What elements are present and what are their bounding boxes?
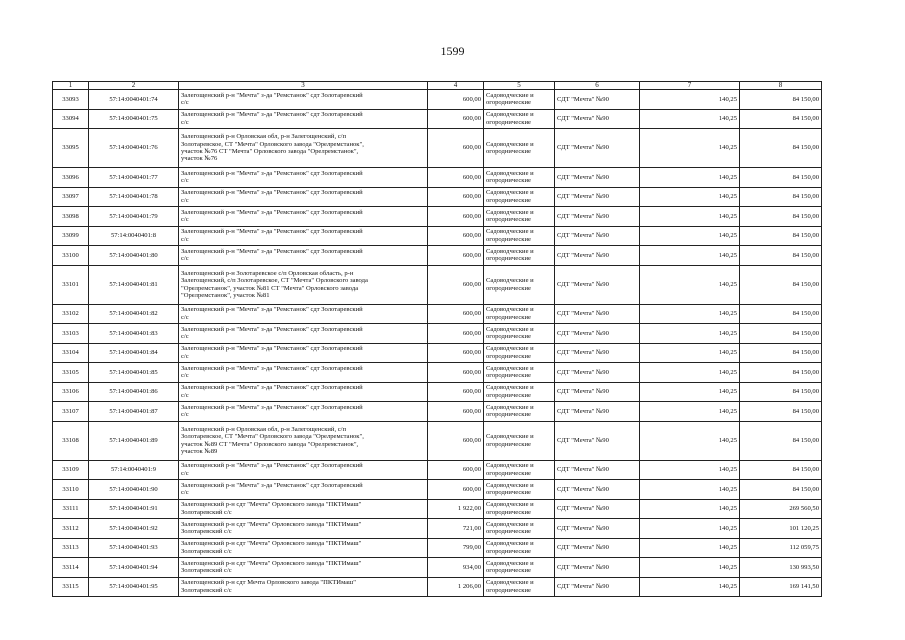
- land-use-cell: Садоводческие и огороднические: [484, 246, 555, 266]
- area-cell: 600,00: [428, 226, 484, 246]
- table-row: [53, 577, 822, 597]
- unit-price-cell: 140,25: [640, 460, 740, 480]
- area-cell: 600,00: [428, 324, 484, 344]
- row-number-cell: 33111: [53, 499, 89, 519]
- owner-cell: СДТ "Мечта" №90: [555, 187, 640, 207]
- unit-price-cell: 140,25: [640, 129, 740, 168]
- column-header: 3: [179, 82, 428, 90]
- land-use-cell: Садоводческие и огороднические: [484, 382, 555, 402]
- table-row: [53, 187, 822, 207]
- unit-price-cell: 140,25: [640, 558, 740, 578]
- cadastral-number-cell: 57:14:0040401:82: [89, 304, 179, 324]
- cadastral-number-cell: 57:14:0040401:81: [89, 265, 179, 304]
- cadastral-number-cell: 57:14:0040401:92: [89, 519, 179, 539]
- land-use-cell: Садоводческие и огороднические: [484, 519, 555, 539]
- total-value-cell: 84 150,00: [740, 480, 822, 500]
- address-cell: Залегощенский р-н сдт "Мечта" Орловского завода "ПКТИмаш" Золотаревский с/с: [179, 519, 428, 539]
- total-value-cell: 130 993,50: [740, 558, 822, 578]
- cadastral-number-cell: 57:14:0040401:83: [89, 324, 179, 344]
- address-cell: Залегощенский р-н "Мечта" з-да "Ремстанок" сдт Золотаревский с/с: [179, 168, 428, 188]
- owner-cell: СДТ "Мечта" №90: [555, 480, 640, 500]
- row-number-cell: 33094: [53, 109, 89, 129]
- total-value-cell: 169 141,50: [740, 577, 822, 597]
- cadastral-number-cell: 57:14:0040401:85: [89, 363, 179, 383]
- row-number-cell: 33093: [53, 90, 89, 110]
- column-header: 7: [640, 82, 740, 90]
- table-row: [53, 246, 822, 266]
- table-row: [53, 90, 822, 110]
- land-use-cell: Садоводческие и огороднические: [484, 499, 555, 519]
- address-cell: Залегощенский р-н Орловская обл, р-н Залегощенский, с/п Золотаревское, СТ "Мечта" Орловского завода "Орелремстанок", участок №89 СТ "Мечта" Орловского завода "Орелремстанок", участок №89: [179, 421, 428, 460]
- owner-cell: СДТ "Мечта" №90: [555, 363, 640, 383]
- area-cell: 600,00: [428, 480, 484, 500]
- unit-price-cell: 140,25: [640, 304, 740, 324]
- unit-price-cell: 140,25: [640, 246, 740, 266]
- unit-price-cell: 140,25: [640, 265, 740, 304]
- area-cell: 1 922,00: [428, 499, 484, 519]
- area-cell: 799,00: [428, 538, 484, 558]
- row-number-cell: 33113: [53, 538, 89, 558]
- address-cell: Залегощенский р-н "Мечта" з-да "Ремстанок" сдт Золотаревский с/с: [179, 304, 428, 324]
- row-number-cell: 33105: [53, 363, 89, 383]
- unit-price-cell: 140,25: [640, 421, 740, 460]
- unit-price-cell: 140,25: [640, 207, 740, 227]
- total-value-cell: 101 120,25: [740, 519, 822, 539]
- unit-price-cell: 140,25: [640, 343, 740, 363]
- land-use-cell: Садоводческие и огороднические: [484, 226, 555, 246]
- land-use-cell: Садоводческие и огороднические: [484, 363, 555, 383]
- cadastral-number-cell: 57:14:0040401:84: [89, 343, 179, 363]
- address-cell: Залегощенский р-н сдт "Мечта" Орловского завода "ПКТИмаш" Золотаревский с/с: [179, 499, 428, 519]
- total-value-cell: 112 059,75: [740, 538, 822, 558]
- table-row: [53, 519, 822, 539]
- table-row: [53, 109, 822, 129]
- owner-cell: СДТ "Мечта" №90: [555, 519, 640, 539]
- column-header: 6: [555, 82, 640, 90]
- total-value-cell: 84 150,00: [740, 402, 822, 422]
- column-header: 2: [89, 82, 179, 90]
- cadastral-number-cell: 57:14:0040401:94: [89, 558, 179, 578]
- cadastral-number-cell: 57:14:0040401:89: [89, 421, 179, 460]
- table-row: [53, 343, 822, 363]
- owner-cell: СДТ "Мечта" №90: [555, 207, 640, 227]
- total-value-cell: 84 150,00: [740, 324, 822, 344]
- land-use-cell: Садоводческие и огороднические: [484, 558, 555, 578]
- row-number-cell: 33108: [53, 421, 89, 460]
- land-use-cell: Садоводческие и огороднические: [484, 460, 555, 480]
- cadastral-number-cell: 57:14:0040401:78: [89, 187, 179, 207]
- owner-cell: СДТ "Мечта" №90: [555, 538, 640, 558]
- land-use-cell: Садоводческие и огороднические: [484, 324, 555, 344]
- total-value-cell: 84 150,00: [740, 304, 822, 324]
- land-use-cell: Садоводческие и огороднические: [484, 480, 555, 500]
- table-body: [53, 82, 822, 597]
- unit-price-cell: 140,25: [640, 226, 740, 246]
- address-cell: Залегощенский р-н "Мечта" з-да "Ремстанок" сдт Золотаревский с/с: [179, 109, 428, 129]
- area-cell: 600,00: [428, 421, 484, 460]
- total-value-cell: 84 150,00: [740, 207, 822, 227]
- row-number-cell: 33096: [53, 168, 89, 188]
- total-value-cell: 84 150,00: [740, 265, 822, 304]
- land-use-cell: Садоводческие и огороднические: [484, 343, 555, 363]
- table-row: [53, 480, 822, 500]
- area-cell: 600,00: [428, 460, 484, 480]
- land-use-cell: Садоводческие и огороднические: [484, 421, 555, 460]
- unit-price-cell: 140,25: [640, 363, 740, 383]
- land-use-cell: Садоводческие и огороднические: [484, 90, 555, 110]
- total-value-cell: 84 150,00: [740, 382, 822, 402]
- area-cell: 600,00: [428, 304, 484, 324]
- column-header: 1: [53, 82, 89, 90]
- address-cell: Залегощенский р-н "Мечта" з-да "Ремстанок" сдт Золотаревский с/с: [179, 402, 428, 422]
- total-value-cell: 84 150,00: [740, 363, 822, 383]
- row-number-cell: 33102: [53, 304, 89, 324]
- total-value-cell: 84 150,00: [740, 168, 822, 188]
- row-number-cell: 33100: [53, 246, 89, 266]
- address-cell: Залегощенский р-н сдт "Мечта" Орловского завода "ПКТИмаш" Золотаревский с/с: [179, 538, 428, 558]
- area-cell: 600,00: [428, 168, 484, 188]
- total-value-cell: 84 150,00: [740, 246, 822, 266]
- address-cell: Залегощенский р-н "Мечта" з-да "Ремстанок" сдт Золотаревский с/с: [179, 382, 428, 402]
- total-value-cell: 84 150,00: [740, 187, 822, 207]
- address-cell: Залегощенский р-н Золотаревское с/п Орловская область, р-н Залегощенский, с/п Золотаревское, СТ "Мечта" Орловского завода "Орелремстанок", участок №81 СТ "Мечта" Орловского завода "Орелремстанок", участок №81: [179, 265, 428, 304]
- page-number: 1599: [440, 44, 465, 58]
- owner-cell: СДТ "Мечта" №90: [555, 265, 640, 304]
- owner-cell: СДТ "Мечта" №90: [555, 499, 640, 519]
- address-cell: Залегощенский р-н "Мечта" з-да "Ремстанок" сдт Золотаревский с/с: [179, 226, 428, 246]
- row-number-cell: 33098: [53, 207, 89, 227]
- land-use-cell: Садоводческие и огороднические: [484, 538, 555, 558]
- row-number-cell: 33115: [53, 577, 89, 597]
- owner-cell: СДТ "Мечта" №90: [555, 577, 640, 597]
- total-value-cell: 84 150,00: [740, 129, 822, 168]
- unit-price-cell: 140,25: [640, 168, 740, 188]
- owner-cell: СДТ "Мечта" №90: [555, 109, 640, 129]
- area-cell: 721,00: [428, 519, 484, 539]
- area-cell: 600,00: [428, 363, 484, 383]
- cadastral-number-cell: 57:14:0040401:74: [89, 90, 179, 110]
- cadastral-number-cell: 57:14:0040401:91: [89, 499, 179, 519]
- table-row: [53, 207, 822, 227]
- owner-cell: СДТ "Мечта" №90: [555, 168, 640, 188]
- area-cell: 600,00: [428, 382, 484, 402]
- row-number-cell: 33114: [53, 558, 89, 578]
- table-row: [53, 558, 822, 578]
- area-cell: 600,00: [428, 265, 484, 304]
- address-cell: Залегощенский р-н "Мечта" з-да "Ремстанок" сдт Золотаревский с/с: [179, 460, 428, 480]
- owner-cell: СДТ "Мечта" №90: [555, 558, 640, 578]
- cadastral-number-cell: 57:14:0040401:75: [89, 109, 179, 129]
- address-cell: Залегощенский р-н сдт "Мечта" Орловского завода "ПКТИмаш" Золотаревский с/с: [179, 558, 428, 578]
- unit-price-cell: 140,25: [640, 499, 740, 519]
- cadastral-number-cell: 57:14:0040401:8: [89, 226, 179, 246]
- row-number-cell: 33109: [53, 460, 89, 480]
- table-row: [53, 402, 822, 422]
- owner-cell: СДТ "Мечта" №90: [555, 226, 640, 246]
- land-use-cell: Садоводческие и огороднические: [484, 265, 555, 304]
- unit-price-cell: 140,25: [640, 382, 740, 402]
- owner-cell: СДТ "Мечта" №90: [555, 246, 640, 266]
- row-number-cell: 33095: [53, 129, 89, 168]
- area-cell: 600,00: [428, 90, 484, 110]
- address-cell: Залегощенский р-н "Мечта" з-да "Ремстанок" сдт Золотаревский с/с: [179, 343, 428, 363]
- area-cell: 600,00: [428, 187, 484, 207]
- cadastral-number-cell: 57:14:0040401:9: [89, 460, 179, 480]
- land-use-cell: Садоводческие и огороднические: [484, 577, 555, 597]
- owner-cell: СДТ "Мечта" №90: [555, 421, 640, 460]
- cadastral-number-cell: 57:14:0040401:79: [89, 207, 179, 227]
- area-cell: 600,00: [428, 109, 484, 129]
- land-use-cell: Садоводческие и огороднические: [484, 109, 555, 129]
- table-row: [53, 168, 822, 188]
- address-cell: Залегощенский р-н "Мечта" з-да "Ремстанок" сдт Золотаревский с/с: [179, 324, 428, 344]
- table-row: [53, 265, 822, 304]
- table-row: [53, 363, 822, 383]
- total-value-cell: 84 150,00: [740, 460, 822, 480]
- owner-cell: СДТ "Мечта" №90: [555, 460, 640, 480]
- owner-cell: СДТ "Мечта" №90: [555, 343, 640, 363]
- column-header-row: [53, 82, 822, 90]
- column-header: 4: [428, 82, 484, 90]
- address-cell: Залегощенский р-н "Мечта" з-да "Ремстанок" сдт Золотаревский с/с: [179, 363, 428, 383]
- owner-cell: СДТ "Мечта" №90: [555, 324, 640, 344]
- row-number-cell: 33106: [53, 382, 89, 402]
- row-number-cell: 33112: [53, 519, 89, 539]
- unit-price-cell: 140,25: [640, 90, 740, 110]
- owner-cell: СДТ "Мечта" №90: [555, 402, 640, 422]
- row-number-cell: 33107: [53, 402, 89, 422]
- unit-price-cell: 140,25: [640, 538, 740, 558]
- unit-price-cell: 140,25: [640, 324, 740, 344]
- unit-price-cell: 140,25: [640, 577, 740, 597]
- table-row: [53, 499, 822, 519]
- unit-price-cell: 140,25: [640, 402, 740, 422]
- owner-cell: СДТ "Мечта" №90: [555, 90, 640, 110]
- land-use-cell: Садоводческие и огороднические: [484, 168, 555, 188]
- address-cell: Залегощенский р-н "Мечта" з-да "Ремстанок" сдт Золотаревский с/с: [179, 90, 428, 110]
- row-number-cell: 33099: [53, 226, 89, 246]
- cadastral-number-cell: 57:14:0040401:86: [89, 382, 179, 402]
- unit-price-cell: 140,25: [640, 519, 740, 539]
- cadastral-number-cell: 57:14:0040401:95: [89, 577, 179, 597]
- area-cell: 600,00: [428, 402, 484, 422]
- table-row: [53, 129, 822, 168]
- address-cell: Залегощенский р-н Орловская обл, р-н Залегощенский, с/п Золотаревское, СТ "Мечта" Орловского завода "Орелремстанок", участок №76 СТ "Мечта" Орловского завода "Орелремстанок", участок №76: [179, 129, 428, 168]
- total-value-cell: 84 150,00: [740, 343, 822, 363]
- total-value-cell: 84 150,00: [740, 109, 822, 129]
- table-row: [53, 226, 822, 246]
- cadastral-number-cell: 57:14:0040401:87: [89, 402, 179, 422]
- row-number-cell: 33104: [53, 343, 89, 363]
- area-cell: 600,00: [428, 246, 484, 266]
- area-cell: 1 206,00: [428, 577, 484, 597]
- cadastral-number-cell: 57:14:0040401:77: [89, 168, 179, 188]
- total-value-cell: 84 150,00: [740, 90, 822, 110]
- column-header: 8: [740, 82, 822, 90]
- cadastral-number-cell: 57:14:0040401:80: [89, 246, 179, 266]
- land-use-cell: Садоводческие и огороднические: [484, 207, 555, 227]
- unit-price-cell: 140,25: [640, 187, 740, 207]
- unit-price-cell: 140,25: [640, 480, 740, 500]
- table-row: [53, 538, 822, 558]
- row-number-cell: 33103: [53, 324, 89, 344]
- table-row: [53, 324, 822, 344]
- land-use-cell: Садоводческие и огороднические: [484, 187, 555, 207]
- table-row: [53, 460, 822, 480]
- table-row: [53, 421, 822, 460]
- area-cell: 934,00: [428, 558, 484, 578]
- area-cell: 600,00: [428, 129, 484, 168]
- total-value-cell: 84 150,00: [740, 226, 822, 246]
- owner-cell: СДТ "Мечта" №90: [555, 304, 640, 324]
- column-header: 5: [484, 82, 555, 90]
- land-use-cell: Садоводческие и огороднические: [484, 129, 555, 168]
- address-cell: Залегощенский р-н "Мечта" з-да "Ремстанок" сдт Золотаревский с/с: [179, 246, 428, 266]
- row-number-cell: 33097: [53, 187, 89, 207]
- address-cell: Залегощенский р-н "Мечта" з-да "Ремстанок" сдт Золотаревский с/с: [179, 187, 428, 207]
- owner-cell: СДТ "Мечта" №90: [555, 129, 640, 168]
- table-row: [53, 382, 822, 402]
- row-number-cell: 33101: [53, 265, 89, 304]
- land-register-table: [52, 81, 822, 597]
- cadastral-number-cell: 57:14:0040401:90: [89, 480, 179, 500]
- cadastral-number-cell: 57:14:0040401:76: [89, 129, 179, 168]
- land-use-cell: Садоводческие и огороднические: [484, 304, 555, 324]
- land-use-cell: Садоводческие и огороднические: [484, 402, 555, 422]
- area-cell: 600,00: [428, 343, 484, 363]
- total-value-cell: 84 150,00: [740, 421, 822, 460]
- address-cell: Залегощенский р-н "Мечта" з-да "Ремстанок" сдт Золотаревский с/с: [179, 207, 428, 227]
- address-cell: Залегощенский р-н "Мечта" з-да "Ремстанок" сдт Золотаревский с/с: [179, 480, 428, 500]
- area-cell: 600,00: [428, 207, 484, 227]
- row-number-cell: 33110: [53, 480, 89, 500]
- total-value-cell: 269 560,50: [740, 499, 822, 519]
- address-cell: Залегощенский р-н сдт Мечта Орловского завода "ПКТИмаш" Золотаревский с/с: [179, 577, 428, 597]
- unit-price-cell: 140,25: [640, 109, 740, 129]
- table-row: [53, 304, 822, 324]
- owner-cell: СДТ "Мечта" №90: [555, 382, 640, 402]
- cadastral-number-cell: 57:14:0040401:93: [89, 538, 179, 558]
